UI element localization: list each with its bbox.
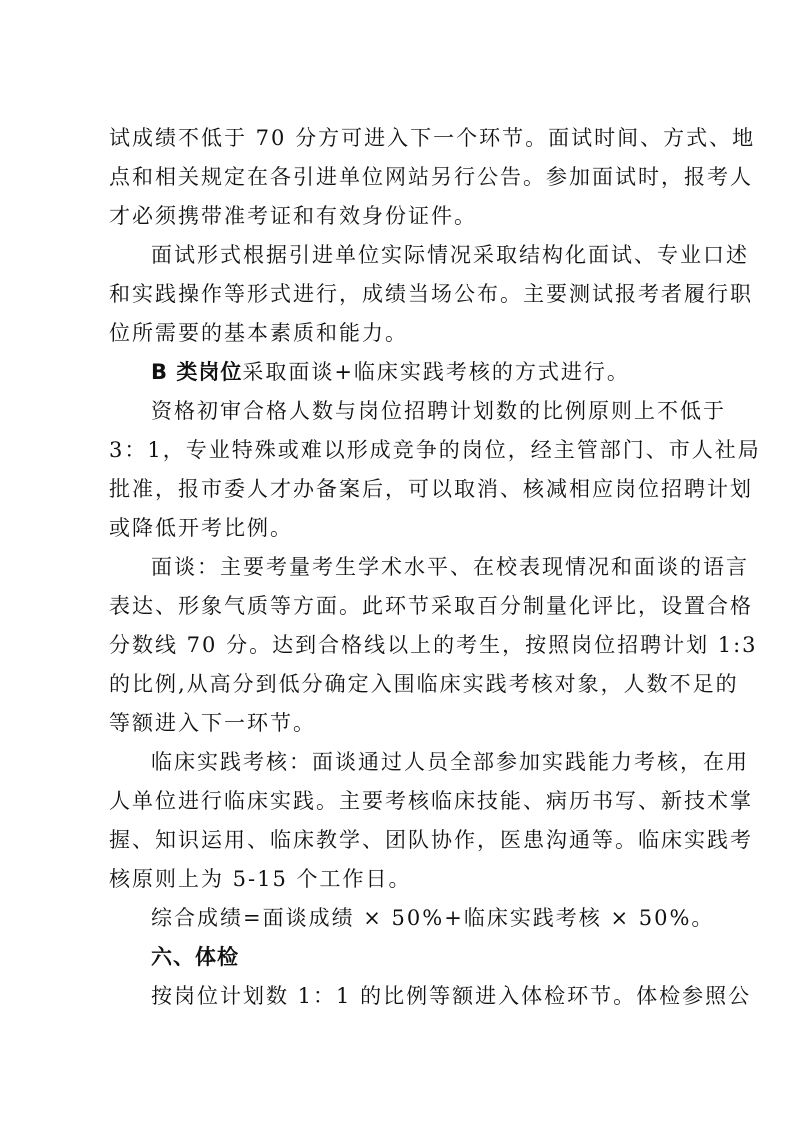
- paragraph-line: 点和相关规定在各引进单位网站另行公告。参加面试时，报考人: [109, 165, 753, 189]
- paragraph-line: 才必须携带准考证和有效身份证件。: [109, 204, 477, 228]
- paragraph-line: 批准，报市委人才办备案后，可以取消、核减相应岗位招聘计划: [109, 477, 753, 501]
- paragraph-line: 或降低开考比例。: [109, 516, 293, 540]
- paragraph-line: 面试形式根据引进单位实际情况采取结构化面试、专业口述: [151, 243, 749, 267]
- paragraph-line: 综合成绩=面谈成绩 × 50%+临床实践考核 × 50%。: [151, 906, 715, 930]
- paragraph-line: 握、知识运用、临床教学、团队协作，医患沟通等。临床实践考: [109, 828, 753, 852]
- category-b-line: [0, 358, 794, 386]
- category-b-label: B 类岗位: [151, 360, 243, 384]
- paragraph-line: 试成绩不低于 70 分方可进入下一个环节。面试时间、方式、地: [109, 126, 756, 150]
- paragraph-line: 分数线 70 分。达到合格线以上的考生，按照岗位招聘计划 1:3: [109, 633, 758, 657]
- paragraph-line: 面谈：主要考量考生学术水平、在校表现情况和面谈的语言: [151, 555, 749, 579]
- paragraph-line: 人单位进行临床实践。主要考核临床技能、病历书写、新技术掌: [109, 789, 753, 813]
- paragraph-line: 等额进入下一环节。: [109, 711, 316, 735]
- paragraph-line: 临床实践考核：面谈通过人员全部参加实践能力考核，在用: [151, 750, 749, 774]
- paragraph-line: 和实践操作等形式进行，成绩当场公布。主要测试报考者履行职: [109, 282, 753, 306]
- paragraph-line: 表达、形象气质等方面。此环节采取百分制量化评比，设置合格: [109, 594, 753, 618]
- section-heading: 六、体检: [151, 945, 239, 969]
- paragraph-line: 资格初审合格人数与岗位招聘计划数的比例原则上不低于: [151, 399, 726, 423]
- paragraph-line: 位所需要的基本素质和能力。: [109, 321, 408, 345]
- paragraph-line: 按岗位计划数 1：1 的比例等额进入体检环节。体检参照公: [151, 984, 752, 1008]
- paragraph-line: 核原则上为 5-15 个工作日。: [109, 867, 412, 891]
- paragraph-line: 的比例,从高分到低分确定入围临床实践考核对象，人数不足的: [109, 672, 739, 696]
- category-b-text: 采取面谈+临床实践考核的方式进行。: [242, 360, 630, 384]
- paragraph-line: 3：1，专业特殊或难以形成竞争的岗位，经主管部门、市人社局: [109, 438, 761, 462]
